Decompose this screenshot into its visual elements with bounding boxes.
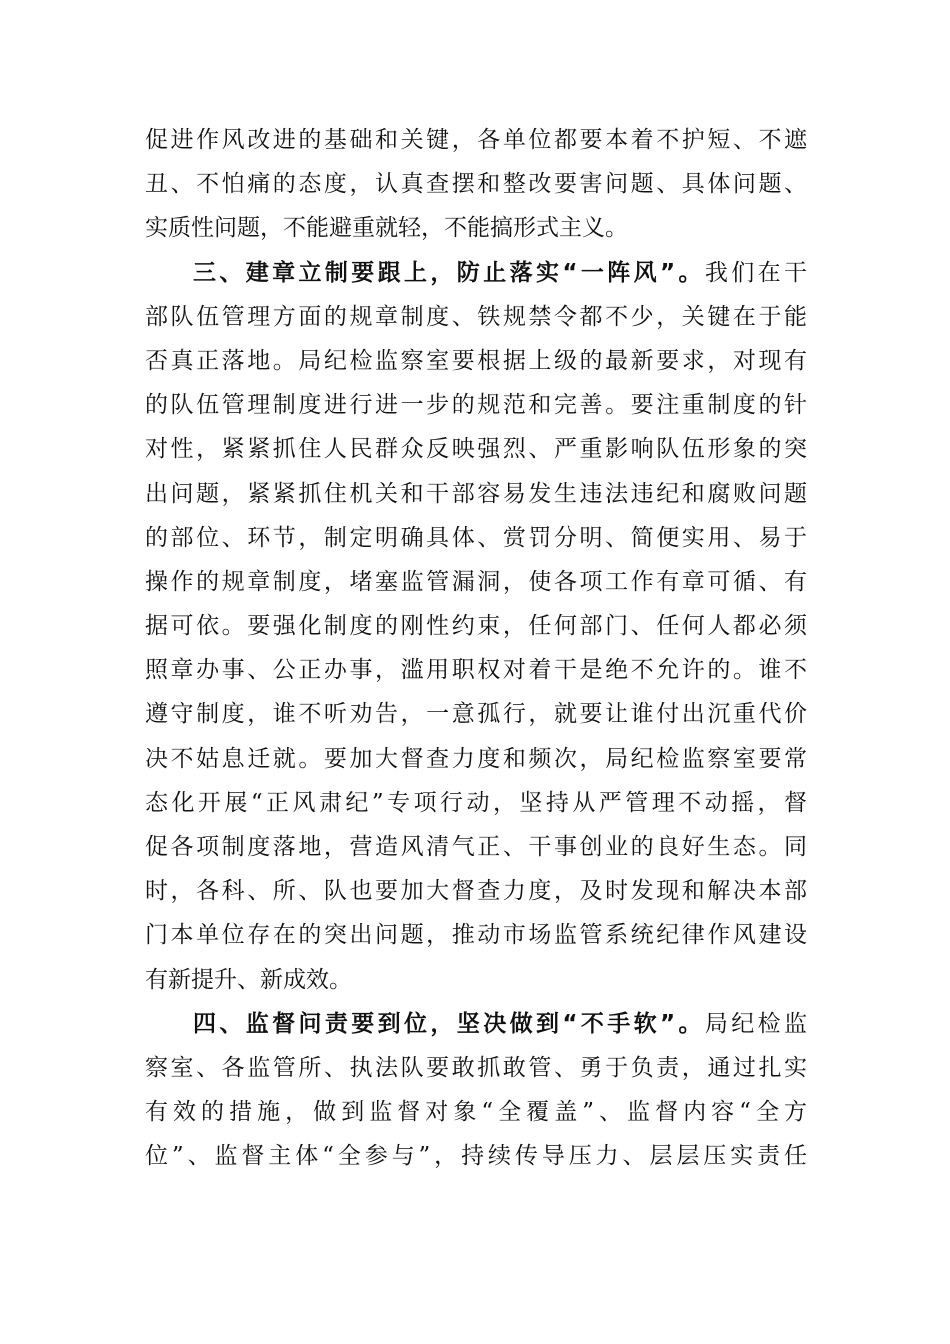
text-line: 照章办事、公正办事，滥用职权对着干是绝不允许的。谁不 xyxy=(145,657,807,684)
text-line: 促进作风改进的基础和关键，各单位都要本着不护短、不遮 xyxy=(145,127,807,153)
text-run: 我们在干 xyxy=(704,259,808,286)
section-heading-4: 四、监督问责要到位，坚决做到“不手软”。 xyxy=(193,1010,705,1037)
text-line: 的部位、环节，制定明确具体、赏罚分明、简便实用、易于 xyxy=(145,524,807,551)
text-line: 否真正落地。局纪检监察室要根据上级的最新要求，对现有 xyxy=(145,347,807,374)
paragraph-1 xyxy=(145,118,807,251)
text-line: 据可依。要强化制度的刚性约束，任何部门、任何人都必须 xyxy=(145,613,807,640)
paragraph-3 xyxy=(145,1002,807,1179)
text-line: 时，各科、所、队也要加大督查力度，及时发现和解决本部 xyxy=(145,878,807,905)
text-line: 遵守制度，谁不听劝告，一意孤行，就要让谁付出沉重代价 xyxy=(145,701,807,728)
text-line: 出问题，紧紧抓住机关和干部容易发生违法违纪和腐败问题 xyxy=(145,480,807,507)
text-line: 有效的措施，做到监督对象“全覆盖”、监督内容“全方 xyxy=(145,1099,807,1126)
text-line: 察室、各监管所、执法队要敢抓敢管、勇于负责，通过扎实 xyxy=(145,1054,807,1081)
text-line: 位”、监督主体“全参与”，持续传导压力、层层压实责任 xyxy=(145,1143,807,1170)
text-line: 态化开展“正风肃纪”专项行动，坚持从严管理不动摇，督 xyxy=(145,789,807,816)
text-line: 操作的规章制度，堵塞监管漏洞，使各项工作有章可循、有 xyxy=(145,568,807,595)
text-line: 促各项制度落地，营造风清气正、干事创业的良好生态。同 xyxy=(145,834,807,860)
text-line: 门本单位存在的突出问题，推动市场监管系统纪律作风建设 xyxy=(145,922,807,949)
text-line: 丑、不怕痛的态度，认真查摆和整改要害问题、具体问题、 xyxy=(145,171,807,198)
text-line: 对性，紧紧抓住人民群众反映强烈、严重影响队伍形象的突 xyxy=(145,436,807,463)
paragraph-2 xyxy=(145,251,807,1002)
text-run: 局纪检监 xyxy=(704,1010,808,1037)
text-line: 的队伍管理制度进行进一步的规范和完善。要注重制度的针 xyxy=(145,392,807,419)
text-line: 有新提升、新成效。 xyxy=(145,966,352,993)
section-heading-3: 三、建章立制要跟上，防止落实“一阵风”。 xyxy=(193,259,705,286)
document-page xyxy=(145,118,807,1179)
paragraph-first-line xyxy=(145,1002,807,1046)
text-line: 部队伍管理方面的规章制度、铁规禁令都不少，关键在于能 xyxy=(145,303,807,330)
text-line: 决不姑息迁就。要加大督查力度和频次，局纪检监察室要常 xyxy=(145,745,807,772)
paragraph-first-line xyxy=(145,251,807,295)
text-line: 实质性问题，不能避重就轻，不能搞形式主义。 xyxy=(145,215,628,242)
